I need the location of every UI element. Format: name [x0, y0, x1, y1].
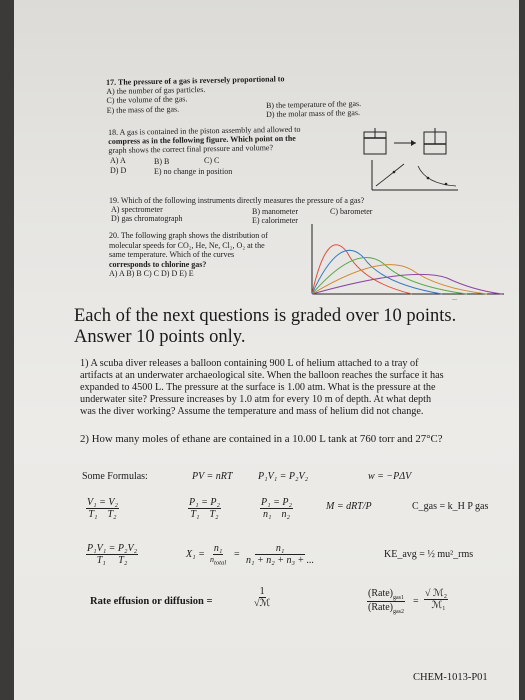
q18-option-a: A) A	[110, 156, 126, 165]
q20-line-2: molecular speeds for CO₂, He, Ne, Cl₂, O₂ at the	[109, 240, 265, 250]
formula-charles: $\frac{\text{V₁ = V₂}}{\text{T₁ T₂}}$	[87, 497, 118, 520]
q19-stem: 19. Which of the following instruments directly measures the pressure of a gas?	[109, 196, 365, 205]
q19-option-d: D) gas chromatograph	[111, 214, 183, 223]
formula-henry: C_gas = k_H P gas	[412, 501, 489, 512]
q19-option-e: E) calorimeter	[252, 216, 298, 225]
problem-1-line-3: expanded to 4500 L. The pressure at the surface is 1.00 atm. What is the pressure at the	[80, 382, 436, 393]
formula-rate-ratio: $(Rate)_{gas1}$ $(Rate)_{gas2}$	[368, 588, 404, 615]
formula-mole-fraction-label: X₁ =	[186, 549, 205, 560]
course-code: CHEM-1013-P01	[413, 672, 488, 683]
q17-option-d: D) the molar mass of the gas.	[265, 108, 361, 119]
formula-mole-fraction: n₁ $n_{total}$	[210, 543, 227, 567]
q18-line-2: compress as in the following figure. Which point on the	[108, 133, 296, 147]
q20-line-1: 20. The following graph shows the distribution of	[109, 231, 268, 240]
problem-1	[80, 358, 444, 418]
q17-option-b: B) the temperature of the gas.	[265, 99, 362, 110]
q20-line-3: same temperature. Which of the curves	[109, 250, 235, 259]
formula-boyle: P₁V₁ = P₂V₂	[258, 471, 309, 482]
q18-option-c: C) C	[204, 156, 220, 165]
question-17	[106, 74, 285, 115]
speed-axis-label: —	[452, 298, 457, 303]
q19-option-a: A) spectrometer	[111, 205, 163, 214]
formula-rate-graham: 1 √ℳ	[254, 586, 271, 609]
q17-option-a: A) the number of gas particles.	[106, 85, 206, 97]
question-19	[109, 196, 364, 205]
heading-line-2: Answer 10 points only.	[74, 327, 246, 347]
q18-option-b: B) B	[154, 157, 170, 166]
q19-option-c: C) barometer	[330, 207, 373, 216]
section-heading	[74, 306, 456, 348]
formulas-label: Some Formulas:	[82, 471, 148, 482]
formula-gay-lussac: $\frac{\text{P₁ = P₂}}{\text{T₁ T₂}}$	[189, 497, 220, 520]
formula-combined: $\frac{\text{P₁V₁ = P₂V₂}}{\text{T₁ T₂}}$	[87, 543, 138, 566]
speed-distribution-graph	[302, 222, 512, 304]
q18-option-d: D) D	[110, 166, 127, 175]
problem-2: 2) How many moles of ethane are contained in a 10.00 L tank at 760 torr and 27°C?	[80, 433, 443, 445]
q18-line-1: 18. A gas is contained in the piston assembly and allowed to	[108, 124, 301, 137]
problem-1-line-4: underwater site? Pressure increases by 1.0 atm for every 10 m of depth. At what depth	[80, 394, 432, 405]
formula-rate-eq: =	[413, 596, 419, 607]
worksheet-page	[14, 0, 519, 700]
formula-work: w = −PΔV	[368, 471, 412, 482]
problem-1-line-1: 1) A scuba diver releases a balloon containing 900 L of helium attached to a tray of	[80, 358, 419, 369]
formula-rate-label: Rate effusion or diffusion =	[90, 596, 213, 607]
q19-option-b: B) manometer	[252, 207, 298, 216]
q17-option-c: C) the volume of the gas.	[106, 94, 188, 106]
problem-1-line-2: artifacts at an underwater archaeological site. When the balloon reaches the surface it has	[80, 370, 444, 381]
formula-pressure-moles: $\frac{\text{P₁ = P₂}}{\text{n₁ n₂}}$	[261, 497, 292, 520]
q20-line-4: corresponds to chlorine gas?	[109, 259, 207, 269]
formula-kinetic-energy: KE_avg = ½ mu²_rms	[384, 549, 474, 560]
q20-answers: A) A B) B C) C D) D E) E	[109, 269, 194, 278]
formula-mole-fraction-sum: $\frac{\text{n₁}}{\text{n₁ + n₂ + n₃ + ...}}$	[246, 543, 315, 566]
question-18	[108, 125, 301, 156]
formula-ideal-gas: PV = nRT	[192, 471, 233, 482]
q17-stem: 17. The pressure of a gas is reversely proportional to	[106, 74, 285, 87]
heading-line-1: Each of the next questions is graded over 10 points.	[74, 306, 457, 326]
formula-density: M = dRT/P	[326, 501, 372, 512]
formula-mole-fraction-eq: =	[234, 549, 240, 560]
question-20	[109, 231, 268, 279]
q17-option-e: E) the mass of the gas.	[106, 104, 180, 115]
pressure-volume-graph	[366, 158, 466, 194]
problem-1-line-5: was the diver working? Assume the temperature and mass of helium did not change.	[80, 406, 424, 417]
piston-figure	[354, 128, 474, 156]
q18-line-3: graph shows the correct final pressure and volume?	[108, 143, 274, 156]
formula-rate-sqrt: √ ℳ₂ ℳ₁	[425, 588, 448, 611]
q18-option-e: E) no change in position	[154, 167, 233, 176]
